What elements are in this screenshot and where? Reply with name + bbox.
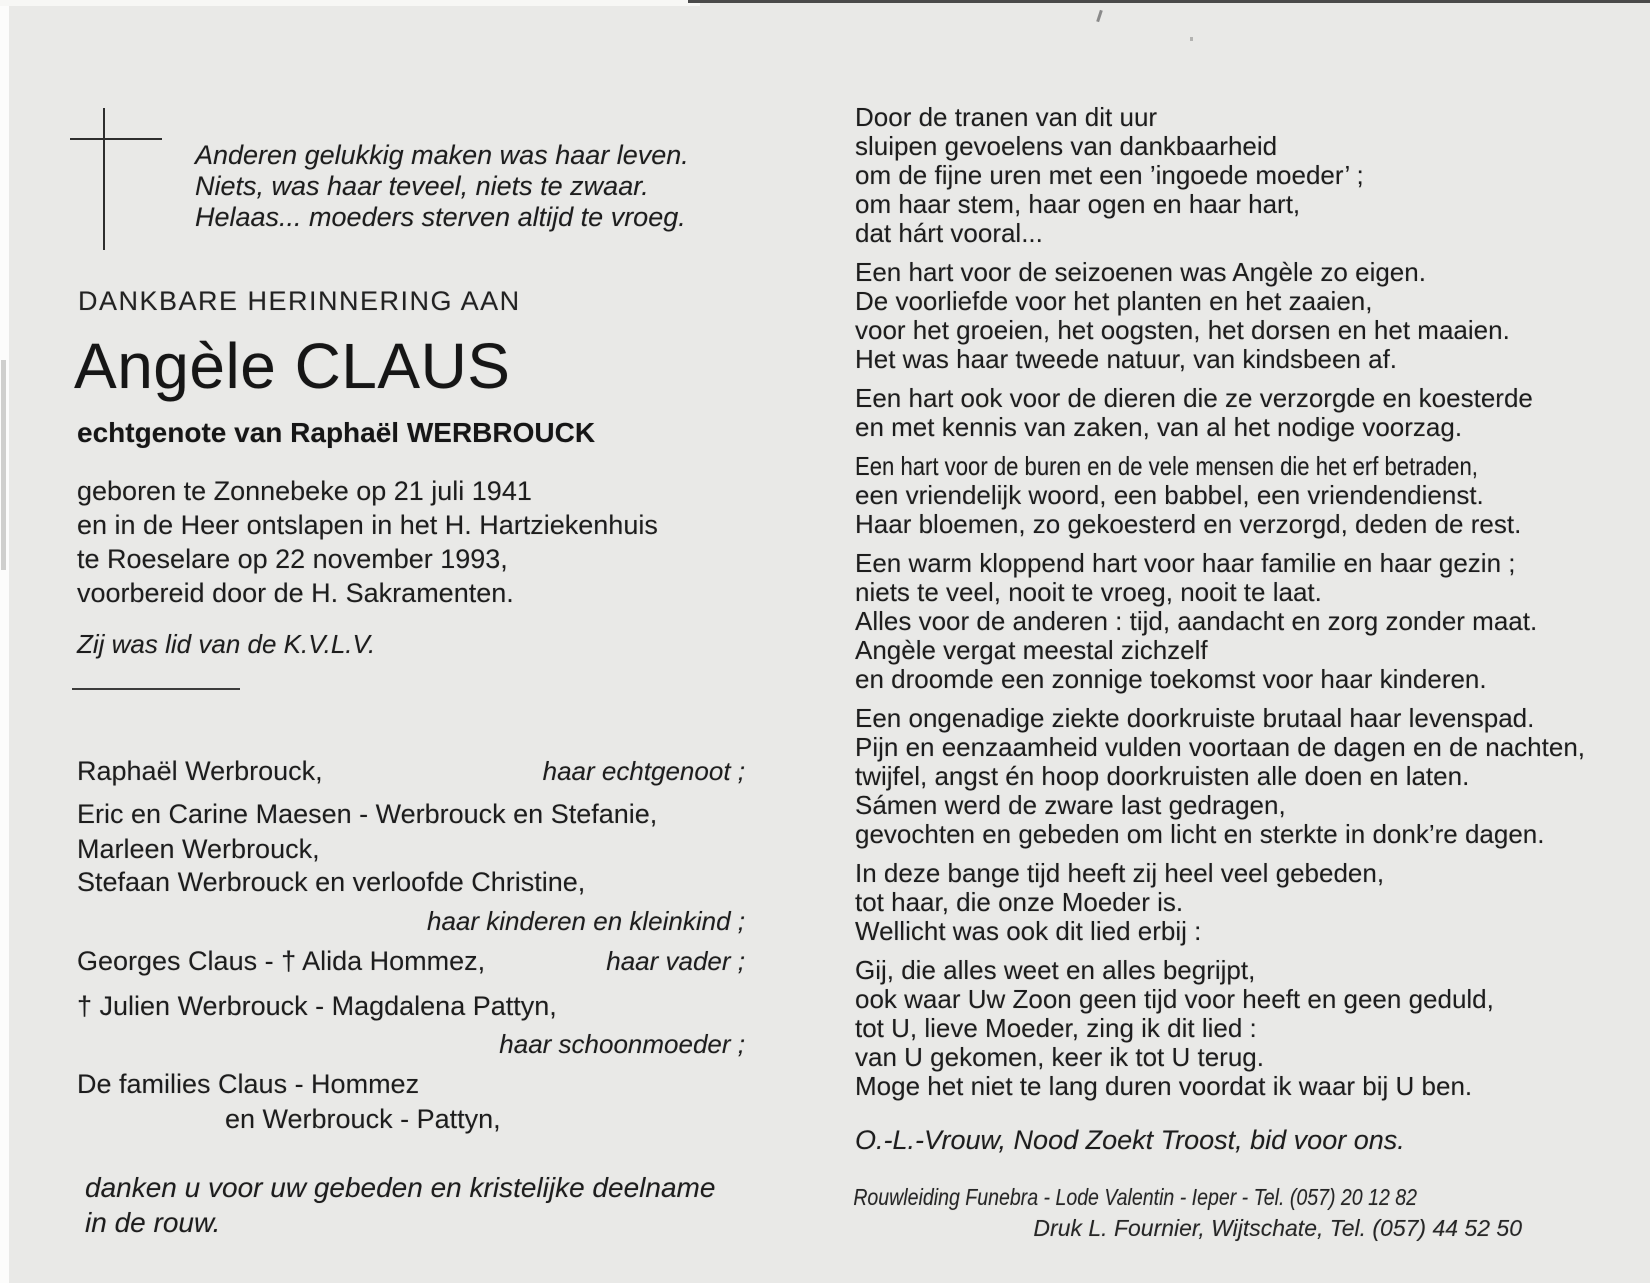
spouse-line: echtgenote van Raphaël WERBROUCK xyxy=(77,417,596,448)
divider-rule xyxy=(72,688,240,690)
relative-relation-label: haar kinderen en kleinkind ; xyxy=(427,906,745,936)
text-line: Door de tranen van dit uur xyxy=(855,102,1158,132)
memorial-text xyxy=(855,102,1586,1111)
scan-edge-left xyxy=(0,0,9,1283)
text-line: geboren te Zonnebeke op 21 juli 1941 xyxy=(77,476,532,506)
membership-line: Zij was lid van de K.V.L.V. xyxy=(77,629,376,659)
text-line: in de rouw. xyxy=(85,1207,221,1238)
relative-name: † Julien Werbrouck - Magdalena Pattyn, xyxy=(77,991,557,1021)
relative-row xyxy=(77,990,745,1022)
relative-row xyxy=(77,798,745,830)
memorial-paragraph xyxy=(855,859,1520,946)
text-line: Sámen werd de zware last gedragen, xyxy=(855,790,1286,820)
text-line: Wellicht was ook dit lied erbij : xyxy=(855,916,1202,946)
text-line: Moge het niet te lang duren voordat ik waar bij U ben. xyxy=(855,1071,1473,1101)
relative-row xyxy=(77,1103,745,1135)
scan-edge-dark-line xyxy=(688,0,1650,3)
scan-speck-small xyxy=(1190,37,1193,41)
text-line: Druk L. Fournier, Wijtschate, Tel. (057) 44 52 50 xyxy=(1033,1215,1522,1241)
text-line: niets te veel, nooit te vroeg, nooit te laat. xyxy=(855,577,1322,607)
text-line: een vriendelijk woord, een babbel, een vriendendienst. xyxy=(855,480,1484,510)
text-line: Pijn en eenzaamheid vulden voortaan de dagen en de nachten, xyxy=(855,732,1586,762)
cross-icon-vertical xyxy=(103,108,105,250)
text-line: Angèle vergat meestal zichzelf xyxy=(855,635,1208,665)
text-line: ook waar Uw Zoon geen tijd voor heeft en geen geduld, xyxy=(855,984,1494,1014)
memorial-paragraph xyxy=(855,103,1520,248)
scan-speck xyxy=(1096,10,1103,22)
text-line: Een warm kloppend hart voor haar familie en haar gezin ; xyxy=(855,548,1516,578)
text-line: Een hart ook voor de dieren die ze verzorgde en koesterde xyxy=(855,383,1533,413)
text-line: voor het groeien, het oogsten, het dorsen en het maaien. xyxy=(855,315,1510,345)
text-line: en met kennis van zaken, van al het nodige voorzag. xyxy=(855,412,1463,442)
text-line: twijfel, angst én hoop doorkruisten alle doen en laten. xyxy=(855,761,1470,791)
text-line: sluipen gevoelens van dankbaarheid xyxy=(855,131,1278,161)
text-line: om de fijne uren met een ’ingoede moeder’ ; xyxy=(855,160,1364,190)
relative-name: Stefaan Werbrouck en verloofde Christine, xyxy=(77,867,586,897)
memorial-paragraph xyxy=(855,452,1520,539)
prayer-line: O.-L.-Vrouw, Nood Zoekt Troost, bid voor ons. xyxy=(855,1125,1405,1155)
text-line: tot haar, die onze Moeder is. xyxy=(855,887,1184,917)
thanks-note xyxy=(85,1170,715,1240)
scan-streak xyxy=(1,360,6,570)
text-line: Gij, die alles weet en alles begrijpt, xyxy=(855,955,1256,985)
text-line: Helaas... moeders sterven altijd te vroeg. xyxy=(195,202,686,232)
relative-row xyxy=(77,833,745,865)
text-line: Een hart voor de seizoenen was Angèle zo eigen. xyxy=(855,257,1426,287)
text-line: dat hárt vooral... xyxy=(855,218,1043,248)
memorial-label: DANKBARE HERINNERING AAN xyxy=(78,286,521,316)
text-line: Alles voor de anderen : tijd, aandacht en zorg zonder maat. xyxy=(855,606,1538,636)
text-line: gevochten en gebeden om licht en sterkte in donk’re dagen. xyxy=(855,819,1545,849)
text-line: voorbereid door de H. Sakramenten. xyxy=(77,578,514,608)
scan-edge-top xyxy=(0,0,700,6)
printer-credits xyxy=(822,1182,1522,1244)
text-line: te Roeselare op 22 november 1993, xyxy=(77,544,508,574)
text-line: danken u voor uw gebeden en kristelijke deelname xyxy=(85,1172,716,1203)
text-line: tot U, lieve Moeder, zing ik dit lied : xyxy=(855,1013,1257,1043)
relative-name: Marleen Werbrouck, xyxy=(77,834,320,864)
text-line: Het was haar tweede natuur, van kindsbeen af. xyxy=(855,344,1398,374)
text-line: Niets, was haar teveel, niets te zwaar. xyxy=(195,171,649,201)
text-line: De voorliefde voor het planten en het zaaien, xyxy=(855,286,1373,316)
relative-name: Georges Claus - † Alida Hommez, xyxy=(77,946,486,976)
text-line: Een hart voor de buren en de vele mensen die het erf betraden, xyxy=(855,451,1478,481)
relative-relation-label: haar schoonmoeder ; xyxy=(499,1029,745,1059)
relative-row xyxy=(77,866,745,898)
text-line: Anderen gelukkig maken was haar leven. xyxy=(195,140,689,170)
relative-row xyxy=(77,945,745,977)
memorial-paragraph xyxy=(855,956,1520,1101)
relative-row xyxy=(77,905,745,937)
deceased-name: Angèle CLAUS xyxy=(74,330,511,402)
cross-icon-horizontal xyxy=(70,138,162,140)
relative-row xyxy=(77,755,745,787)
relative-name: Raphaël Werbrouck, xyxy=(77,756,323,786)
relative-row xyxy=(77,1068,745,1100)
birth-death-details xyxy=(77,474,658,610)
text-line: Een ongenadige ziekte doorkruiste brutaal haar levenspad. xyxy=(855,703,1535,733)
text-line: om haar stem, haar ogen en haar hart, xyxy=(855,189,1301,219)
relative-row xyxy=(77,1028,745,1060)
memorial-paragraph xyxy=(855,383,1533,442)
text-line: Haar bloemen, zo gekoesterd en verzorgd, deden de rest. xyxy=(855,509,1522,539)
relative-relation-label: haar echtgenoot ; xyxy=(542,756,745,786)
text-line: en droomde een zonnige toekomst voor haar kinderen. xyxy=(855,664,1487,694)
memorial-paragraph xyxy=(855,703,1586,849)
memorial-paragraph xyxy=(855,258,1520,374)
relative-name: Eric en Carine Maesen - Werbrouck en Stefanie, xyxy=(77,799,658,829)
relative-name: en Werbrouck - Pattyn, xyxy=(225,1104,501,1134)
epigraph-verse xyxy=(195,140,689,233)
text-line: Rouwleiding Funebra - Lode Valentin - Ieper - Tel. (057) 20 12 82 xyxy=(853,1184,1417,1210)
text-line: van U gekomen, keer ik tot U terug. xyxy=(855,1042,1264,1072)
memorial-paragraph xyxy=(855,548,1538,694)
relative-name: De families Claus - Hommez xyxy=(77,1069,420,1099)
text-line: In deze bange tijd heeft zij heel veel gebeden, xyxy=(855,858,1385,888)
relative-relation-label: haar vader ; xyxy=(606,946,745,976)
text-line: en in de Heer ontslapen in het H. Hartziekenhuis xyxy=(77,510,658,540)
